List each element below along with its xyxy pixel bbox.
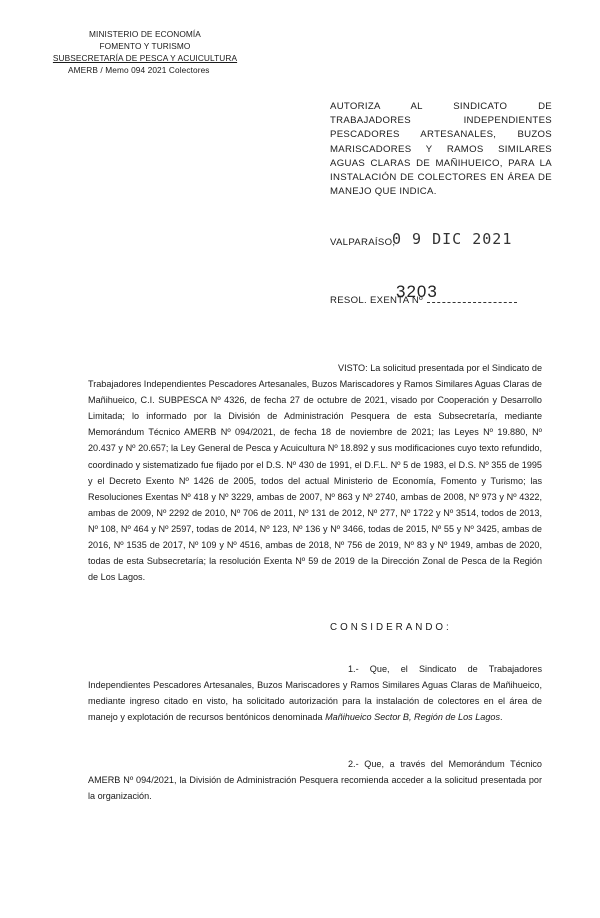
subsecretaria-name: SUBSECRETARÍA DE PESCA Y ACUICULTURA <box>52 53 238 63</box>
memo-reference: AMERB / Memo 094 2021 Colectores <box>68 65 210 75</box>
considerando-1-end: . <box>500 712 503 723</box>
date-stamp: 0 9 DIC 2021 <box>392 230 513 248</box>
visto-lead: VISTO: <box>338 363 368 373</box>
considerando-1-text: 1.- Que, el Sindicato de Trabajadores Independientes Pescadores Artesanales, Buzos Mariscadores y Ramos Similares Aguas Claras de Mañihueico, mediante ingreso citado en visto, ha solicitado autorización para la instalación de colectores en el área de manejo y explotación de recursos bentónicos denominada <box>88 664 542 723</box>
resolution-subject: AUTORIZA AL SINDICATO DE TRABAJADORES INDEPENDIENTES PESCADORES ARTESANALES, BUZOS MARISCADORES Y RAMOS SIMILARES AGUAS CLARAS DE MAÑIHUEICO, PARA LA INSTALACIÓN DE COLECTORES EN ÁREA DE MANEJO QUE INDICA. <box>330 101 552 198</box>
considerando-2-paragraph: 2.- Que, a través del Memorándum Técnico AMERB Nº 094/2021, la División de Administración Pesquera recomienda acceder a la solicitud presentada por la organización. <box>88 759 542 802</box>
resolution-label: RESOL. EXENTA Nº <box>330 295 423 306</box>
considerando-1-area-name: Mañihueico Sector B, Región de Los Lagos <box>325 712 501 723</box>
letterhead <box>50 28 240 76</box>
considerando-1-paragraph <box>88 661 542 725</box>
visto-text: La solicitud presentada por el Sindicato de Trabajadores Independientes Pescadores Artesanales, Buzos Mariscadores y Ramos Similares Aguas Claras de Mañihueico, C.I. SUBPESCA Nº 4326, de fecha 27 de octubre de 2021, visado por Cooperación y Desarrollo Limitada; lo informado por la División de Administración Pesquera de esta Subsecretaría, mediante Memorándum Técnico AMERB Nº 094/2021, de fecha 18 de noviembre de 2021; las Leyes Nº 19.880, Nº 20.437 y Nº 20.657; la Ley General de Pesca y Acuicultura Nº 18.892 y sus modificaciones cuyo texto refundido, coordinado y sistematizado fue fijado por el D.S. Nº 430 de 1991, el D.F.L. Nº 5 de 1983, el D.S. Nº 355 de 1995 y el Decreto Exento Nº 1426 de 2005, todos del actual Ministerio de Economía, Fomento y Turismo; las Resoluciones Exentas Nº 418 y Nº 3229, ambas de 2007, Nº 863 y Nº 2740, ambas de 2008, Nº 973 y Nº 4322, ambas de 2009, Nº 2292 de 2010, Nº 706 de 2011, Nº 131 de 2012, Nº 277, Nº 1722 y Nº 3514, todos de 2013, Nº 108, Nº 464 y Nº 2597, todas de 2014, Nº 123, Nº 136 y Nº 3466, todas de 2015, Nº 55 y Nº 3425, ambas de 2016, Nº 1535 de 2017, Nº 109 y Nº 4516, ambas de 2018, Nº 756 de 2019, Nº 83 y Nº 1949, ambas de 2020, todas de esta Subsecretaría; la resolución Exenta Nº 59 de 2019 de la Dirección Zonal de Pesca de la Región de Los Lagos. <box>88 363 542 583</box>
resolution-number-underline <box>427 302 517 303</box>
ministry-subtitle: FOMENTO Y TURISMO <box>99 41 191 51</box>
resolution-number: 3203 <box>396 282 438 301</box>
visto-paragraph <box>88 360 542 585</box>
place-label: VALPARAÍSO, <box>330 237 396 248</box>
considerando-heading: CONSIDERANDO: <box>330 622 452 633</box>
ministry-name: MINISTERIO DE ECONOMÍA <box>89 29 201 39</box>
